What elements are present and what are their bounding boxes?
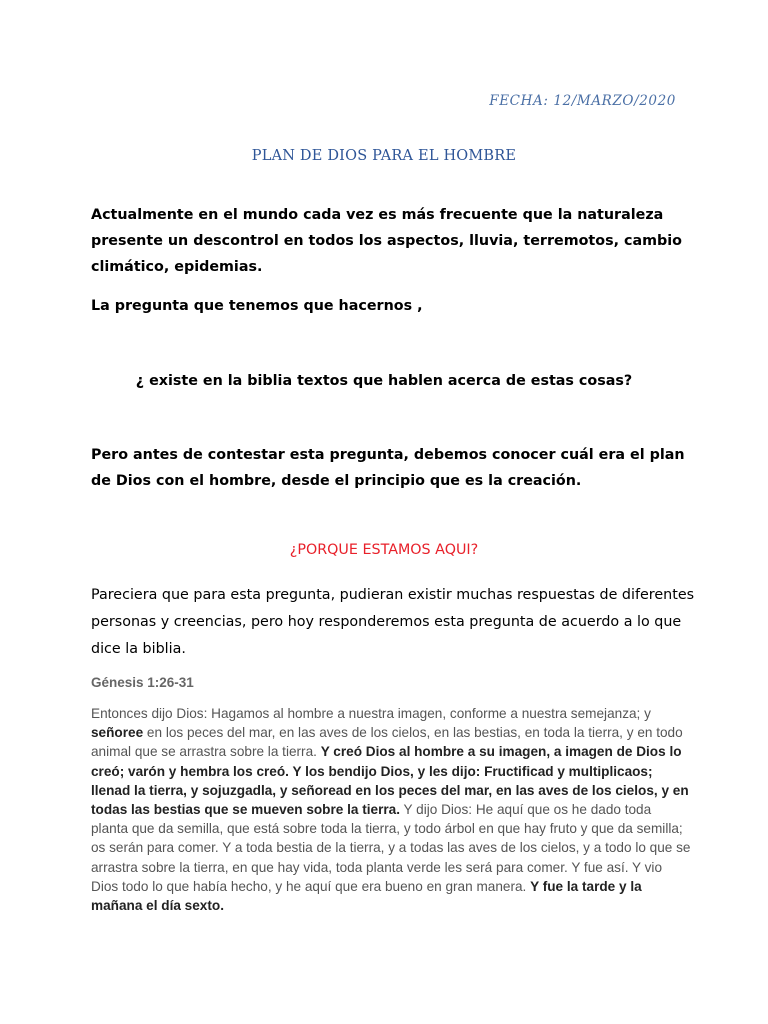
verse-text-3: en los peces del mar, en las aves de los cielos, en las bestias, en toda la tierra, y en todo animal que se arrastra sobre la tierra. (91, 725, 683, 760)
verse-text-6: Y fue la tarde y la mañana el día sexto. (91, 878, 642, 914)
scripture-verse (91, 704, 691, 915)
verse-text-1: Entonces dijo Dios: Hagamos al hombre a nuestra imagen, conforme a nuestra semejanza; y (91, 706, 651, 721)
verse-text-4: Y creó Dios al hombre a su imagen, a imagen de Dios lo creó; varón y hembra los creó. Y los bendijo Dios, y les dijo: Fructificad y multiplicaos; llenad la tierra, y sojuzgadla, y señoread en los peces del mar, en las aves de los cielos, y en todas las bestias que se mueven sobre la tierra. (91, 744, 689, 818)
section-subtitle: ¿PORQUE ESTAMOS AQUI? (289, 542, 479, 558)
verse-text-5: Y dijo Dios: He aquí que os he dado toda planta que da semilla, que está sobre toda la tierra, y todo árbol en que hay fruto y que da semilla; os serán para comer. Y a toda bestia de la tierra, y a todas las aves de los cielos, y a todo lo que se arrastra sobre la tierra, en que hay vida, toda planta verde les será para comer. Y fue así. Y vio Dios todo lo que había hecho, y he aquí que era bueno en gran manera. (91, 802, 691, 894)
intro-paragraph: Actualmente en el mundo cada vez es más frecuente que la naturaleza presente un descontrol en todos los aspectos, lluvia, terremotos, cambio climático, epidemias. (91, 207, 682, 275)
document-date: FECHA: 12/MARZO/2020 (489, 93, 676, 109)
answer-intro-paragraph: Pareciera que para esta pregunta, pudieran existir muchas respuestas de diferentes personas y creencias, pero hoy responderemos esta pregunta de acuerdo a lo que dice la biblia. (91, 587, 695, 657)
bible-question: ¿ existe en la biblia textos que hablen acerca de estas cosas? (135, 373, 633, 389)
scripture-reference: Génesis 1:26-31 (91, 675, 194, 690)
verse-text-2: señoree (91, 725, 144, 741)
creation-plan-paragraph: Pero antes de contestar esta pregunta, debemos conocer cuál era el plan de Dios con el hombre, desde el principio que es la creación. (91, 447, 685, 489)
document-title: PLAN DE DIOS PARA EL HOMBRE (251, 148, 517, 164)
question-lead-paragraph: La pregunta que tenemos que hacernos , (91, 298, 423, 314)
